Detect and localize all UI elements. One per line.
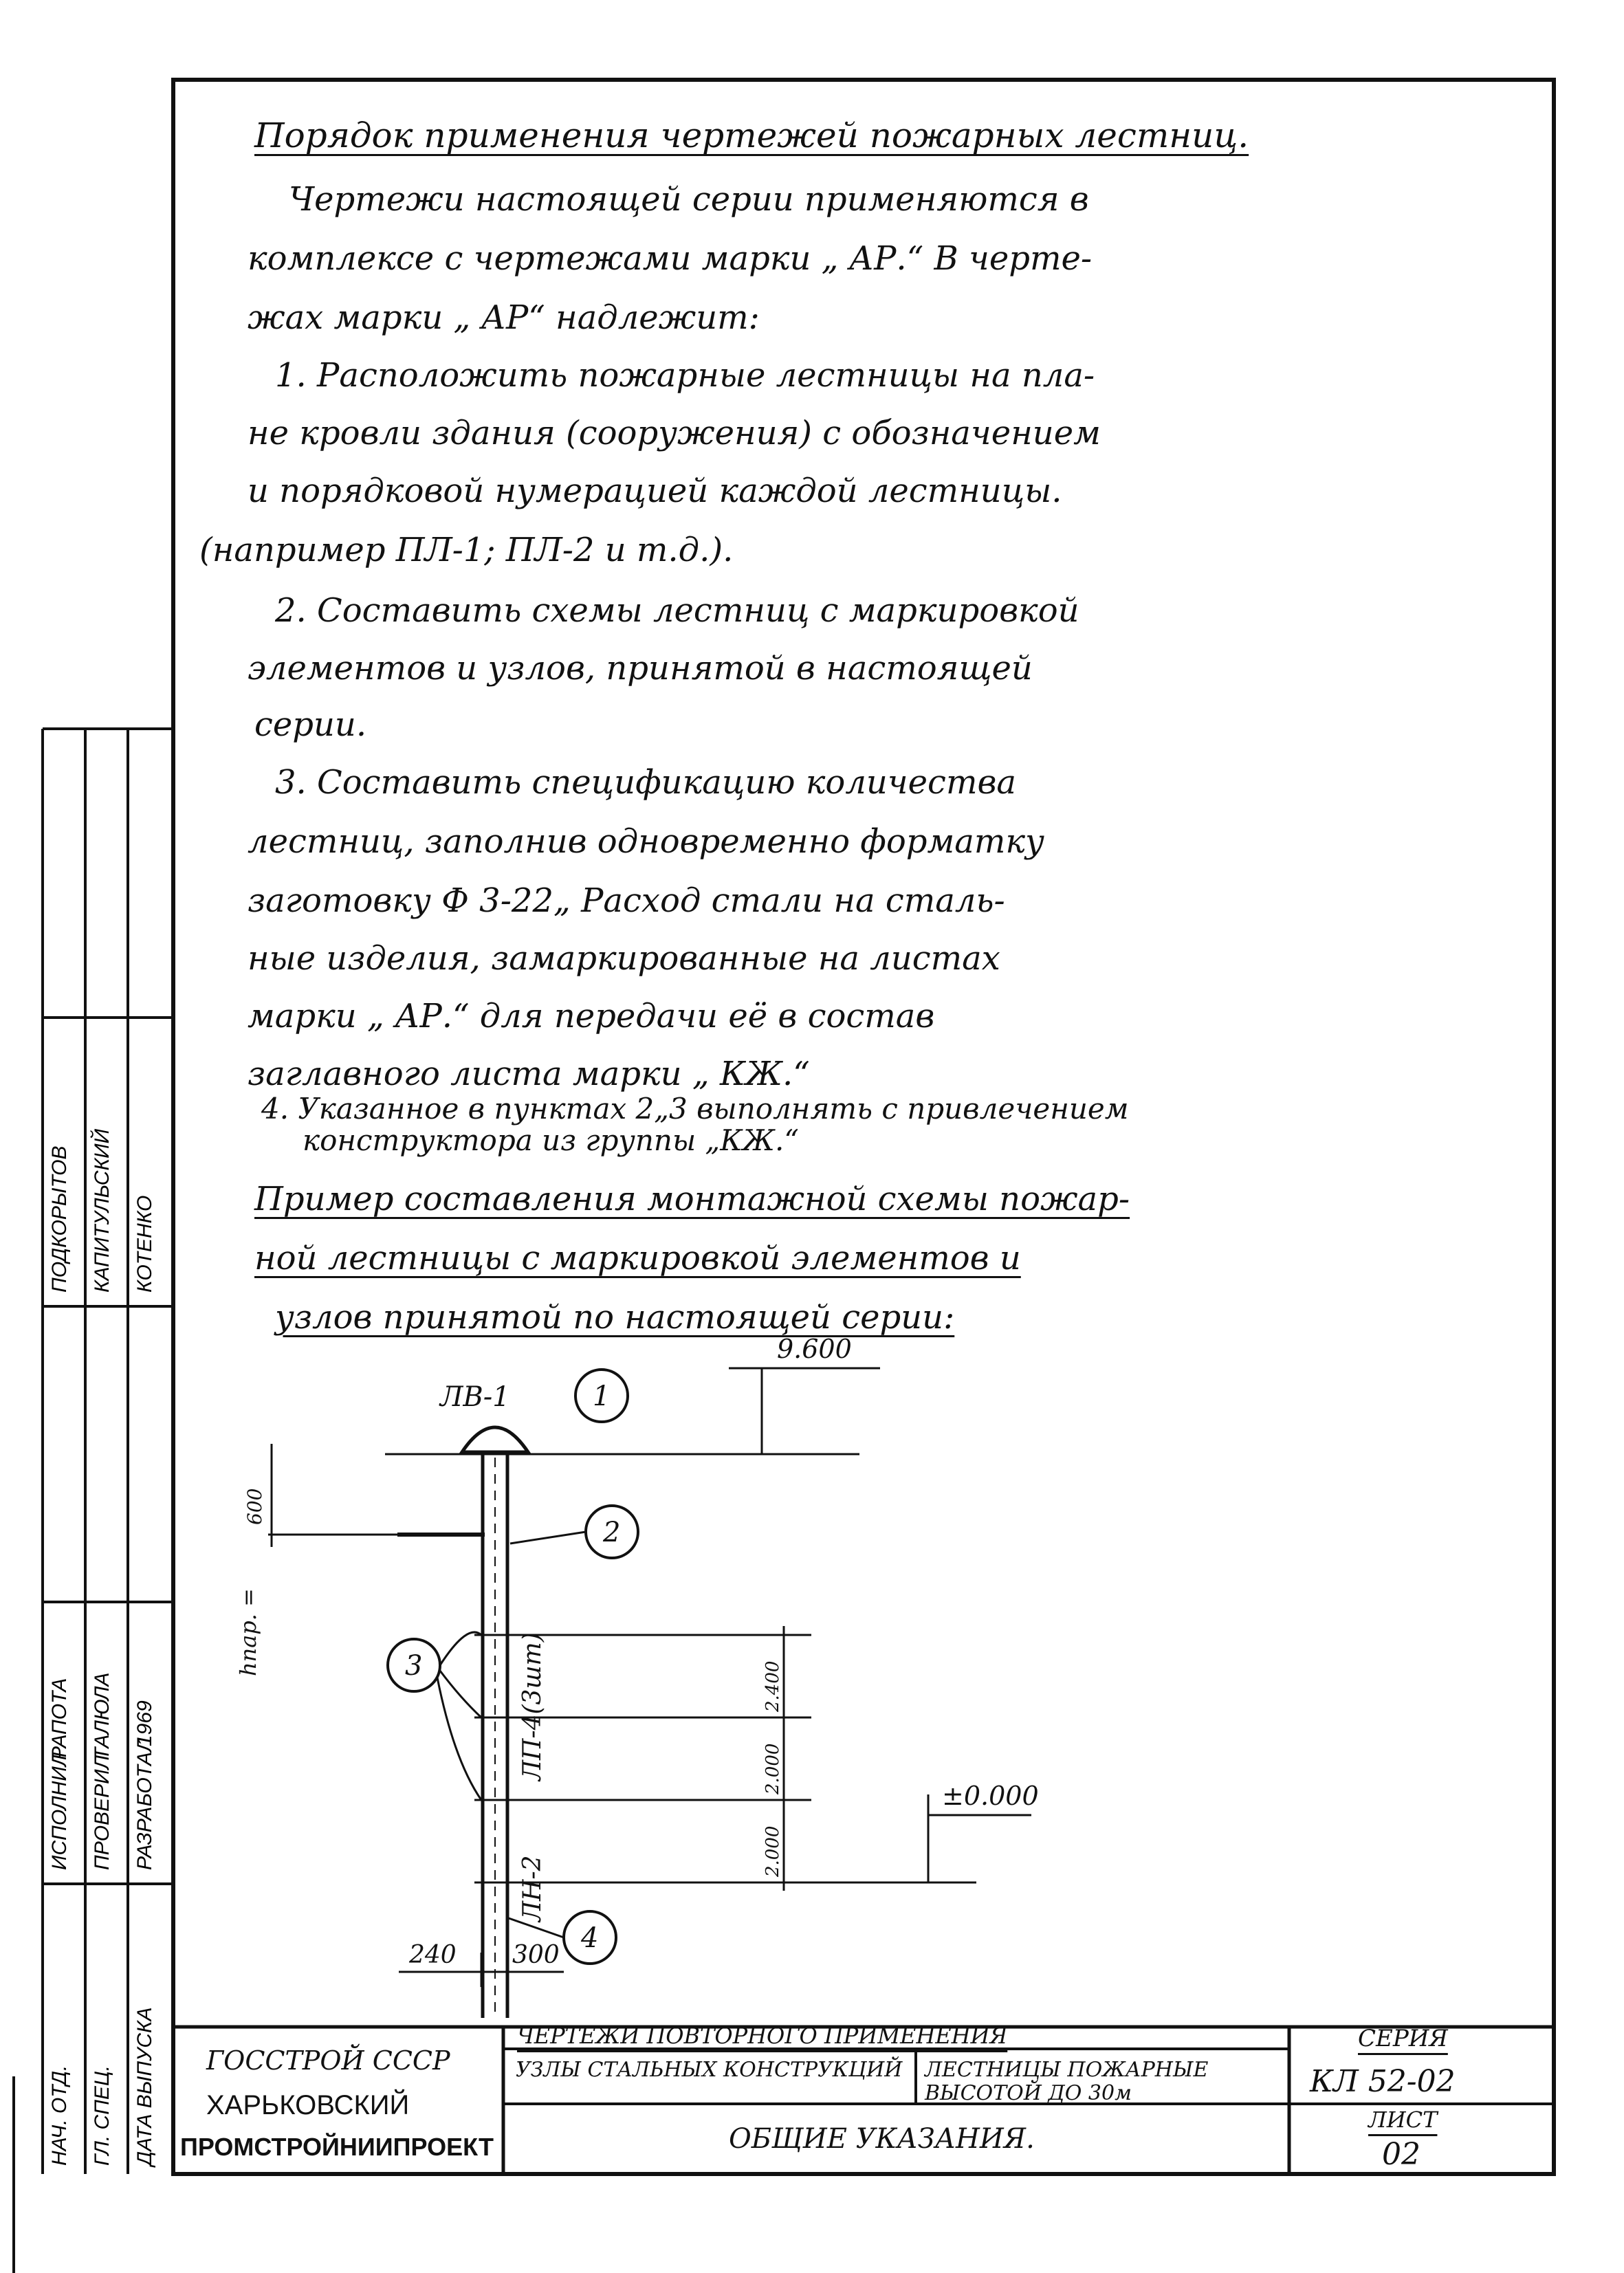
sheet-value: 02 (1382, 2137, 1420, 2172)
dim-label: 2.000 (762, 1825, 783, 1877)
notes-line: 1. Расположить пожарные лестницы на пла- (275, 356, 1095, 395)
notes-title: Порядок применения чертежей пожарных лестниц. (254, 116, 1249, 155)
stamp-role: НАЧ. ОТД. (48, 2065, 71, 2166)
example-line: узлов принятой по настоящей серии: (275, 1298, 955, 1337)
notes-line: Чертежи настоящей серии применяются в (289, 180, 1089, 219)
notes-line: и порядковой нумерацией каждой лестницы. (248, 472, 1062, 510)
h-parapet-label: hпар. = (235, 1588, 261, 1676)
dim-600-label: 600 (243, 1488, 266, 1525)
notes-line: ные изделия, замаркированные на листах (248, 939, 1000, 978)
callout-number: 2 (603, 1517, 621, 1548)
title-block-header: ЧЕРТЕЖИ ПОВТОРНОГО ПРИМЕНЕНИЯ (517, 2023, 1008, 2049)
callout-number: 1 (593, 1381, 611, 1412)
stamp-role: ДАТА ВЫПУСКА (133, 2007, 156, 2166)
width-left-label: 240 (409, 1941, 457, 1969)
series-label: СЕРИЯ (1358, 2025, 1448, 2052)
notes-line: заготовку Ф 3-22„ Расход стали на сталь- (248, 881, 1005, 920)
stamp-name: ТАЛЮЛА (91, 1672, 113, 1760)
subtitle-1: УЗЛЫ СТАЛЬНЫХ КОНСТРУКЦИЙ (516, 2058, 903, 2082)
notes-line: (например ПЛ-1; ПЛ-2 и т.д.). (199, 531, 734, 569)
stamp-role: РАЗРАБОТАЛ (133, 1737, 156, 1870)
level-top-label: 9.600 (777, 1334, 852, 1364)
stamp-name: 1969 (133, 1700, 156, 1746)
width-right-label: 300 (512, 1941, 560, 1969)
notes-line: марки „ АР.“ для передачи её в состав (248, 997, 935, 1035)
org-line-2: ХАРЬКОВСКИЙ (206, 2090, 410, 2120)
callout-number: 3 (405, 1650, 423, 1682)
notes-line: элементов и узлов, принятой в настоящей (248, 649, 1033, 688)
stamp-name: ПОДКОРЫТОВ (48, 1145, 71, 1293)
stamp-role: ИСПОЛНИЛ (48, 1752, 71, 1870)
example-line: Пример составления монтажной схемы пожар- (254, 1180, 1130, 1218)
example-line: ной лестницы с маркировкой элементов и (254, 1239, 1021, 1277)
callout-number: 4 (581, 1922, 599, 1954)
notes-line: заглавного листа марки „ КЖ.“ (248, 1055, 810, 1093)
stamp-name: РАПОТА (48, 1678, 71, 1760)
ladder-top-cap (462, 1427, 528, 1452)
notes-line: лестниц, заполнив одновременно форматку (248, 822, 1044, 861)
stamp-name: КАПИТУЛЬСКИЙ (91, 1128, 113, 1293)
mark-top-label: ЛВ-1 (440, 1381, 510, 1413)
notes-line: не кровли здания (сооружения) с обозначением (248, 414, 1101, 452)
notes-line: комплексе с чертежами марки „ АР.“ В черте- (248, 239, 1093, 278)
level-zero-label: ±0.000 (942, 1781, 1039, 1811)
subtitle-2: ЛЕСТНИЦЫ ПОЖАРНЫЕ ВЫСОТОЙ ДО 30м (925, 2058, 1209, 2105)
mark-mid-label: ЛП-4(3шт) (518, 1632, 547, 1781)
sheet-label: ЛИСТ (1368, 2107, 1438, 2133)
notes-line: серии. (254, 705, 367, 744)
mark-bottom-label: ЛН-2 (518, 1855, 547, 1922)
dim-label: 2.000 (762, 1743, 783, 1794)
notes-line: 4. Указанное в пунктах 2„3 выполнять с привлечением (261, 1092, 1129, 1125)
stamp-name: КОТЕНКО (133, 1195, 156, 1293)
document-title: ОБЩИЕ УКАЗАНИЯ. (729, 2123, 1035, 2155)
series-value: КЛ 52-02 (1310, 2064, 1456, 2099)
notes-line: 3. Составить спецификацию количества (275, 763, 1017, 802)
org-line-1: ГОССТРОЙ СССР (206, 2045, 450, 2076)
notes-line: 2. Составить схемы лестниц с маркировкой (275, 591, 1079, 630)
dim-label: 2.400 (762, 1660, 783, 1712)
notes-line: жах марки „ АР“ надлежит: (248, 298, 760, 337)
notes-line: конструктора из группы „КЖ.“ (303, 1123, 799, 1157)
stamp-role: ПРОВЕРИЛ (91, 1755, 113, 1870)
stamp-role: ГЛ. СПЕЦ. (91, 2065, 113, 2166)
org-line-3: ПРОМСТРОЙНИИПРОЕКТ (180, 2133, 494, 2161)
